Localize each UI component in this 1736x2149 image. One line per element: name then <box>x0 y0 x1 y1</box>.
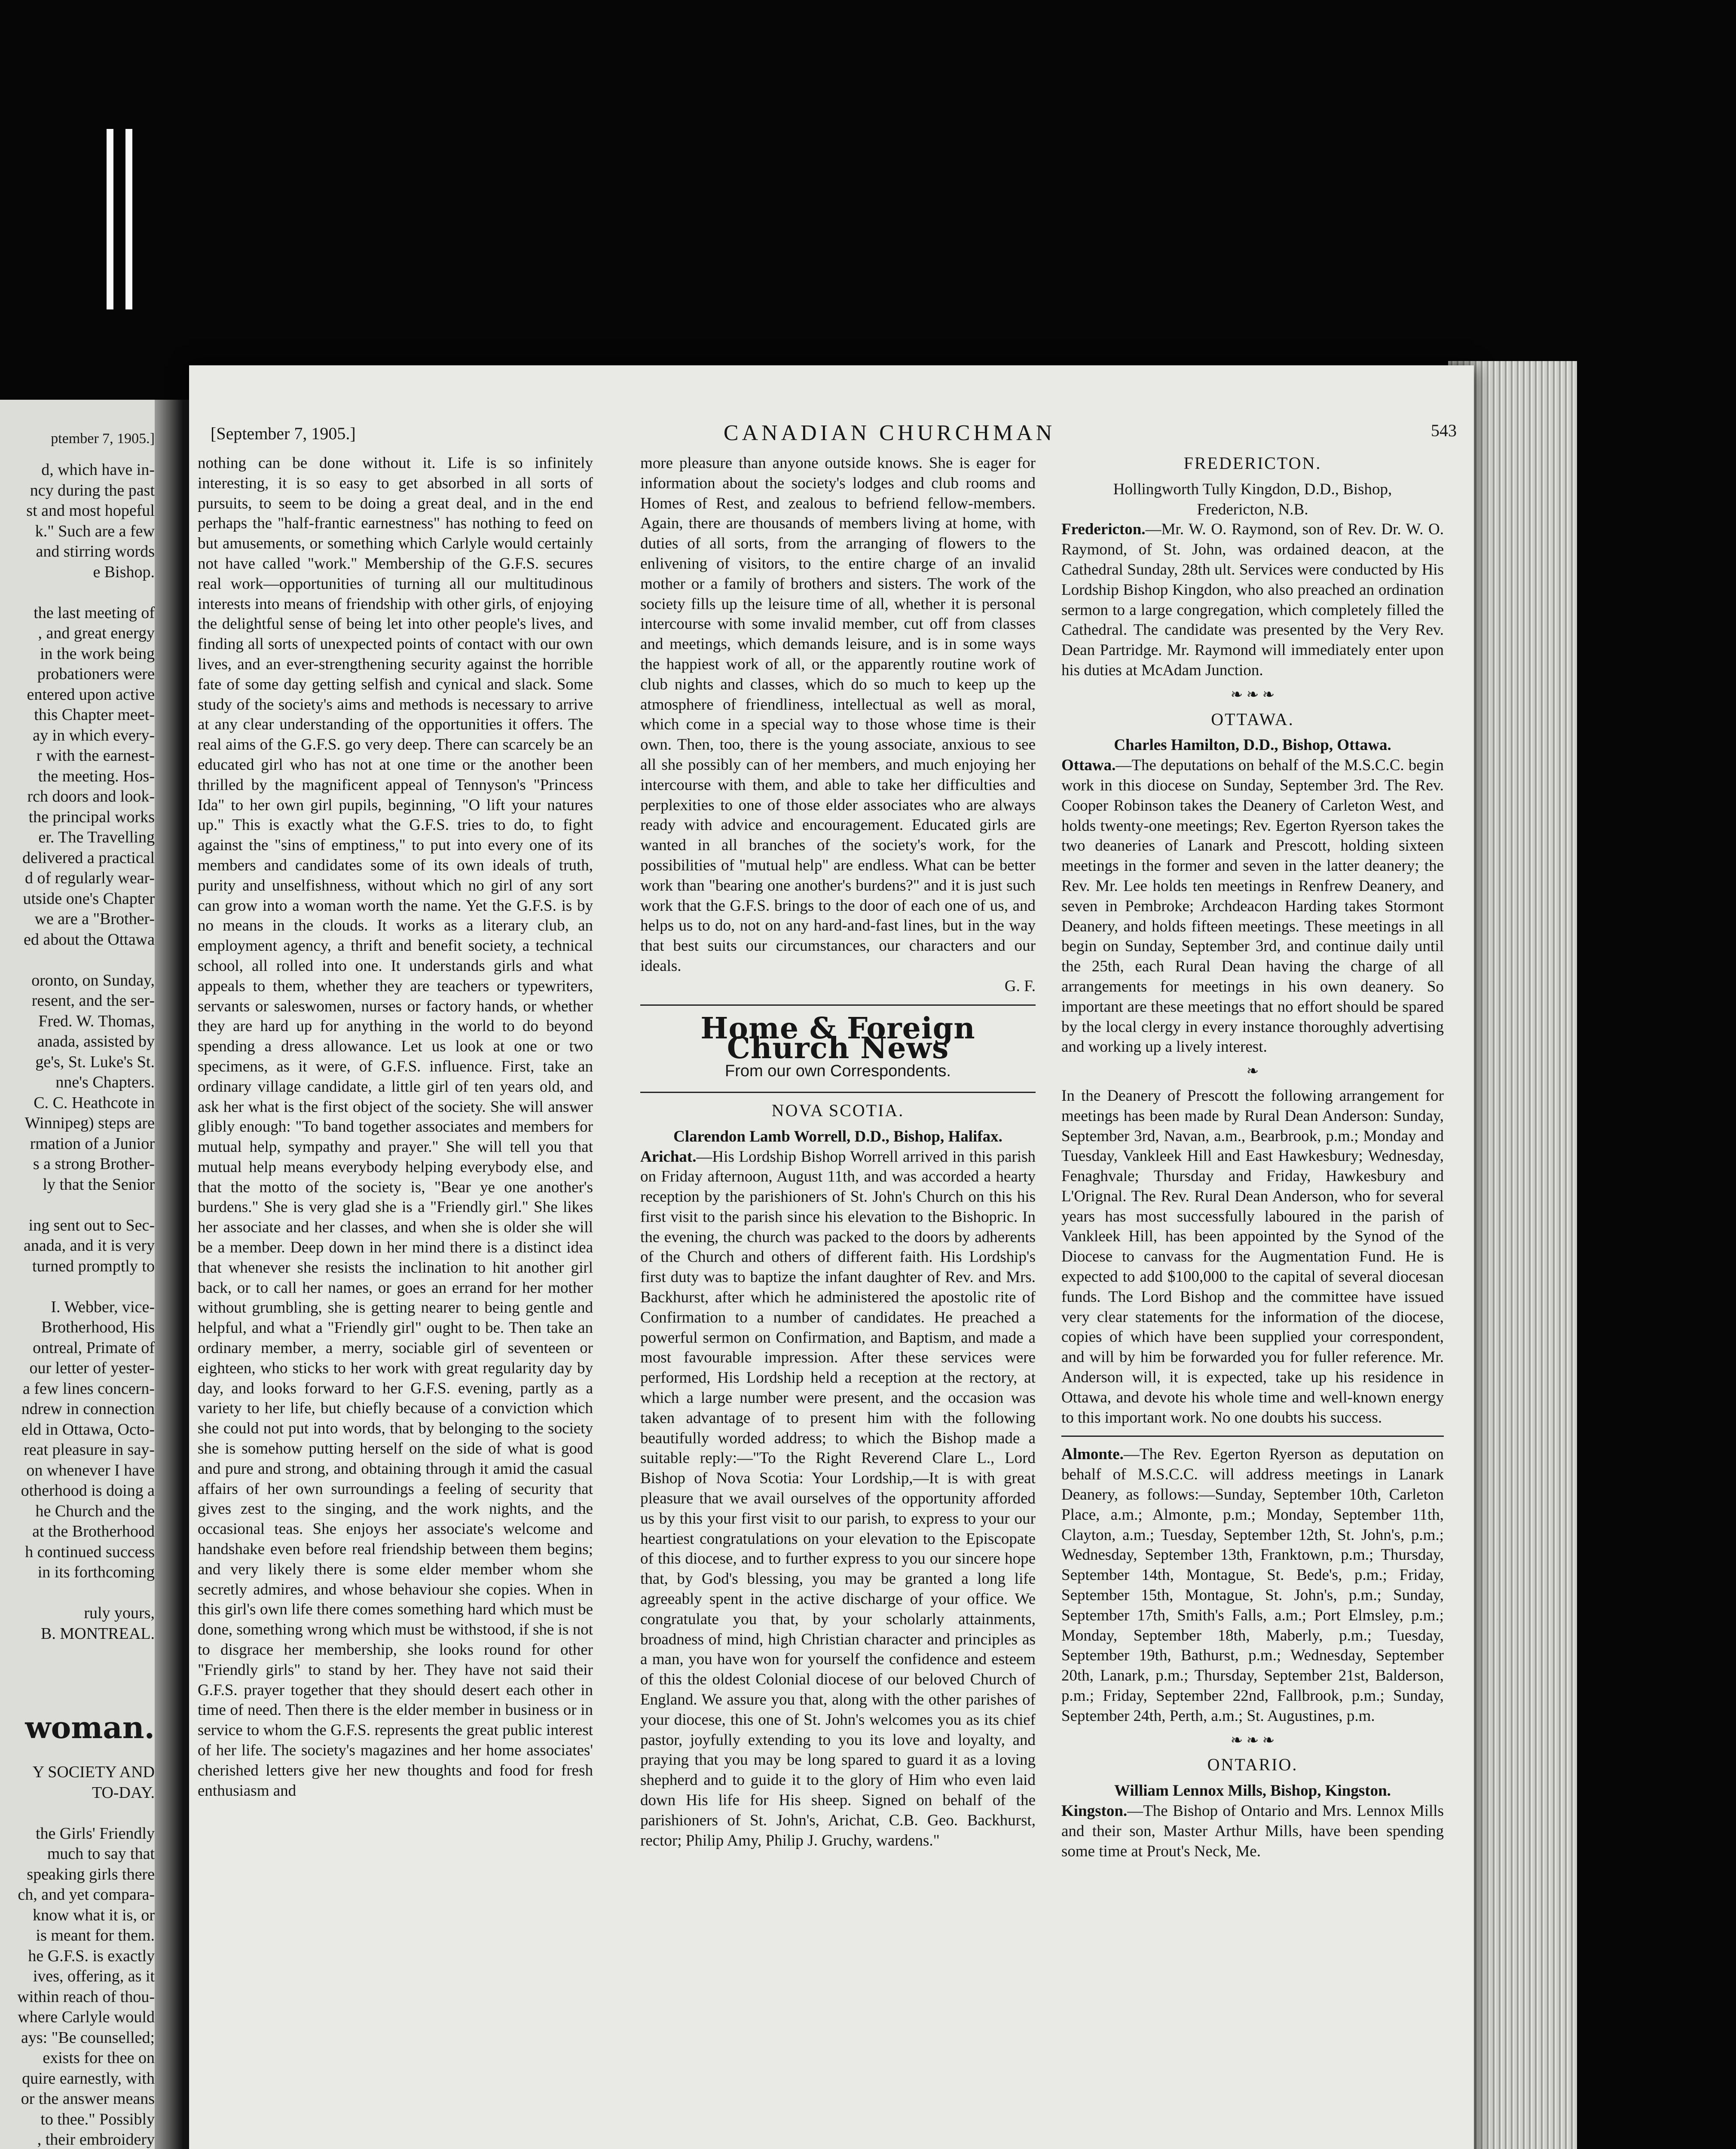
place-name: Ottawa. <box>1061 756 1116 774</box>
place-name: Kingston. <box>1061 1802 1128 1820</box>
gfs-article-ending: more pleasure than anyone outside knows. She is eager for information about the society's lodges and club rooms and Homes of Rest, and zealous to befriend fellow-members. Again, there are thousands of members living at home, with duties of all sorts, from the arranging of flowers to the enlivening of visitors, to the entire charge of an invalid mother or a family of brothers and sisters. The work of the society fills up the leisure time of all, whether it is personal intercourse with some invalid member, cut off from classes and meetings, which demands leisure, and is in some ways the happiest work of all, or the apparently routine work of club nights and classes, which do so much to keep up the atmosphere of friendliness, intellectual as well as moral, which come in a special way to those whose time is their own. Then, too, there is the young associate, anxious to see all she possibly can of her members, and much enjoying her intercourse with them, and able to take her difficulties and perplexities to one of those elder associates who are always ready with advice and encouragement. Educated girls are wanted in all branches of the society's work, for the possibilities of "mutual help" are endless. What can be better work than "bearing one another's burdens?" and it is just such work that the G.F.S. brings to the door of each one of us, and helps us to do, not on any hard-and-fast lines, but in the way that best suits our circumstances, our characters and our ideals. <box>640 454 1036 975</box>
page-masthead: CANADIAN CHURCHMAN <box>723 421 1056 445</box>
divider <box>640 1092 1036 1093</box>
section-subheading: From our own Correspondents. <box>725 1062 951 1081</box>
place-name: Arichat. <box>640 1148 697 1166</box>
bishop-line-fredericton-2: Fredericton, N.B. <box>1197 500 1308 518</box>
film-mark-top-1 <box>107 129 113 309</box>
diocese-heading-nova-scotia: NOVA SCOTIA. <box>771 1100 905 1120</box>
column-2 <box>640 453 1036 1851</box>
bishop-line-ontario: William Lennox Mills, Bishop, Kingston. <box>1114 1782 1391 1800</box>
diocese-heading-ottawa: OTTAWA. <box>1211 709 1294 729</box>
report-body: —The Bishop of Ontario and Mrs. Lennox Mills and their son, Master Arthur Mills, have been spending some time at Prout's Neck, Me. <box>1061 1802 1444 1860</box>
page-date: [September 7, 1905.] <box>211 424 356 443</box>
ornament: ❧ ❧ ❧ <box>1230 1732 1275 1748</box>
prescott-report: In the Deanery of Prescott the following arrangement for meetings has been made by Rural Dean Anderson: Sunday, September 3rd, Navan, a.m., Bearbrook, p.m.; Monday and Tuesday, Vankleek Hill and East Hawkesbury; Wednesday, Fenaghvale; Thursday and Friday, Hawkesbury and L'Orignal. The Rev. Rural Dean Anderson, who for several years has most successfully laboured in the parish of Vankleek Hill, has been appointed by the Synod of the Diocese to canvass for the Augmentation Fund. He is expected to add $100,000 to the capital of several diocesan funds. The Lord Bishop and the committee have issued very clear statements for the information of the diocese, copies of which have been supplied your correspondent, and will by him be forwarded you for fuller reference. Mr. Anderson will, it is expected, take up his residence in Ottawa, and devote his whole time and well-known energy to this important work. No one doubts his success. <box>1061 1087 1444 1427</box>
place-name: Fredericton. <box>1061 520 1146 539</box>
film-mark-top-2 <box>125 129 132 309</box>
previous-page-header: ptember 7, 1905.] <box>51 431 155 447</box>
arichat-report <box>640 1147 1036 1851</box>
bishop-line-fredericton-1: Hollingworth Tully Kingdon, D.D., Bishop, <box>1113 480 1392 498</box>
ornament: ❧ <box>1246 1063 1259 1080</box>
newspaper-page <box>189 365 1474 2149</box>
place-name: Almonte. <box>1061 1445 1124 1463</box>
bishop-line-ottawa: Charles Hamilton, D.D., Bishop, Ottawa. <box>1114 736 1391 754</box>
previous-page-text: d, which have in- ncy during the past st and most hopeful k." Such are a few and stirring words e Bishop. the last meeting of , and great energy in the work being probationers were entered upon active this Chapter meet- ay in which every- r with the earnest- the meeting. Hos- rch doors and look- the principal works er. The Travelling delivered a practical d of regularly wear- utside one's Chapter we are a "Brother- ed about the Ottawa oronto, on Sunday, resent, and the ser- Fred. W. Thomas, anada, assisted by ge's, St. Luke's St. nne's Chapters. C. C. Heathcote in Winnipeg) steps are rmation of a Junior s a strong Brother- ly that the Senior ing sent out to Sec- anada, and it is very turned promptly to I. Webber, vice- Brotherhood, His ontreal, Primate of our letter of yester- a few lines concern- ndrew in connection eld in Ottawa, Octo- reat pleasure in say- on whenever I have otherhood is doing a he Church and the at the Brotherhood h continued success in its forthcoming ruly yours, B. MONTREAL. <box>21 461 155 1643</box>
gfs-article-continued: nothing can be done without it. Life is so infinitely interesting, it is so easy to get absorbed in all sorts of pursuits, to seem to be doing a great deal, and in the end perhaps the "half-frantic earnestness" has nothing to feed on but amusements, or something which Carlyle would certainly not have called "work." Membership of the G.F.S. secures real work—opportunities of turning all our multitudinous interests into means of friendship with other girls, of enjoying the delightful sense of being let into other people's lives, and finding all sorts of unexpected points of contact with our own lives, and an ever-strengthening security against the horrible fate of some day getting selfish and cynical and slack. Some study of the society's aims and methods is necessary to arrive at any clear understanding of the opportunities it offers. The real aims of the G.F.S. go very deep. There can scarcely be an educated girl who has not at one time or the another been thrilled by the magnificent appeal of Tennyson's "Princess Ida" to her own girl pupils, beginning, "O lift your natures up." This is exactly what the G.F.S. tries to do, to fight against the "sins of emptiness," to put into every one of its members and candidates some of its own ideals of truth, purity and unselfishness, without which no girl of any sort can grow into a woman worth the name. Yet the G.F.S. is by no means in the clouds. It works as a literary club, an employment agency, a thrift and benefit society, a technical school, all rolled into one. It understands girls and what appeals to them, whether they are teachers or typewriters, servants or saleswomen, nurses or factory hands, or whether they are hard up for anything in the world to do beyond spending a dress allowance. Let us look at one or two specimens, as it were, of G.F.S. influence. First, take an ordinary village candidate, a little girl of ten years old, and ask her what is the first object of the society. She will answer glibly enough: "To band together associates and members for mutual help, sympathy and prayer." She will tell you that mutual help means everybody helping everybody else, and that the motto of the society is, "Bear ye one another's burdens." She is very glad she is a "Friendly girl." She likes her associate and her classes, and when she is older she will be a member. Deep down in her mind there is a distinct idea that whenever she resists the inclination to hit another girl back, or to call her names, or goes an errand for her mother without grumbling, she is getting nearer to being gentle and helpful, and what a "Friendly girl" ought to be. Then take an ordinary member, a merry, sociable girl of seventeen or eighteen, who sticks to her work with great regularity day by day, and looks forward to her G.F.S. evening, partly as a variety to her life, but chiefly because of a conviction which she could not put into words, that by belonging to the society she is somehow putting herself on the side of what is good and pure and strong, and obtaining through it amid the casual affairs of her own surroundings a feeling of security that gives zest to the singing, and the work nights, and the occasional teas. She enjoys her associate's welcome and handshake even before real friendship between them begins; and very likely there is some elder member whom she secretly admires, and whose behaviour she copies. When in this girl's own life there comes something hard which must be done, something wrong which must be withstood, if she is not to disgrace her membership, she looks round for other "Friendly girls" to stand by her. They have not said their G.F.S. prayer together that they should desert each other in time of need. Then there is the elder member in business or in service to whom the G.F.S. represents the great public interest of her life. The society's magazines and her home associates' cherished letters give her new thoughts and food for fresh enthusiasm and <box>198 454 593 1800</box>
ornament: ❧ ❧ ❧ <box>1230 686 1275 703</box>
column-3 <box>1061 453 1444 1861</box>
report-body: —His Lordship Bishop Worrell arrived in this parish on Friday afternoon, August 11th, and was accorded a hearty reception by the parishioners of St. John's Church on this his first visit to the parish since his elevation to the Bishopric. In the evening, the church was packed to the doors by adherents of the Church and others of different faith. His Lordship's first duty was to baptize the infant daughter of Rev. and Mrs. Backhurst, after which he administered the apostolic rite of Confirmation to a number of candidates. He preached a powerful sermon on Confirmation, and Baptism, and made a most favourable impression. After these services were performed, His Lordship held a reception at the rectory, at which a large number were present, and the occasion was taken advantage of to present him with the following beautifully worded address; to which the Bishop made a suitable reply:—"To the Right Reverend Clare L., Lord Bishop of Nova Scotia: Your Lordship,—It is with great pleasure that we avail ourselves of the opportunity afforded us by this your first visit to our parish, to express to your our heartiest congratulations on your elevation to the Episcopate of this diocese, and to further express to you our sincere hope that, by God's blessing, you may be granted a long life agreeably spent in the active discharge of your office. We congratulate you that, by your scholarly attainments, broadness of mind, high Christian character and principles as a man, you have won for yourself the confidence and esteem of this the oldest Colonial diocese of our beloved Church of England. We assure you that, along with the other parishes of your diocese, this one of St. John's welcomes you as its chief pastor, joyfully extending to you its love and loyalty, and praying that you may be long spared to guard it as a loving shepherd and to guide it to the glory of Him who even laid down His life for His sheep. Signed on behalf of the parishioners of St. John's, Arichat, C.B. Geo. Backhurst, rector; Philip Amy, Philip J. Gruchy, wardens." <box>640 1148 1036 1849</box>
kingston-report <box>1061 1801 1444 1861</box>
column-1 <box>198 453 593 1801</box>
report-body: —The Rev. Egerton Ryerson as deputation on behalf of M.S.C.C. will address meetings in Lanark Deanery, as follows:—Sunday, September 10th, Carleton Place, a.m.; Almonte, p.m.; Monday, September 11th, Clayton, a.m.; Tuesday, September 12th, St. John's, p.m.; Wednesday, September 13th, Franktown, p.m.; Thursday, September 14th, Montague, St. Bede's, p.m.; Friday, September 15th, Montague, St. John's, p.m.; Sunday, September 17th, Smith's Falls, a.m.; Port Elmsley, p.m.; Monday, September 18th, Maberly, p.m.; Tuesday, September 19th, Bathurst, p.m.; Wednesday, September 20th, Lanark, p.m.; Thursday, September 21st, Balderson, p.m.; Friday, September 22nd, Fallbrook, p.m.; Sunday, September 24th, Perth, a.m.; St. Augustines, p.m. <box>1061 1445 1444 1725</box>
previous-page-article: Y SOCIETY AND TO-DAY. the Girls' Friendly much to say that speaking girls there ch, and yet compara- know what it is, or is meant for them. he G.F.S. is exactly ives, offering, as it within reach of thou- where Carlyle would ays: "Be counselled; exists for thee on quire earnestly, with or the answer means to thee." Possibly , their embroidery <box>17 1763 155 2149</box>
ottawa-report <box>1061 756 1444 1057</box>
report-body: —The deputations on behalf of the M.S.C.C. begin work in this diocese on Sunday, September 3rd. The Rev. Cooper Robinson takes the Deanery of Carleton West, and holds twenty-one meetings; Rev. Egerton Ryerson takes the two deaneries of Lanark and Prescott, holding sixteen meetings in the former and seven in the latter deanery; the Rev. Mr. Lee holds ten meetings in Renfrew Deanery, and seven in Pembroke; Archdeacon Harding takes Stormont Deanery, and holds fifteen meetings. These meetings in all begin on Sunday, September 3rd, and continue daily until the 25th, each Rural Dean having the charge of all arrangements for meetings in his own deanery. So important are these meetings that no effort should be spared by the local clergy in every instance thoroughly advertising and working up a lively interest. <box>1061 756 1444 1056</box>
diocese-heading-ontario: ONTARIO. <box>1207 1755 1298 1775</box>
divider <box>1061 1436 1444 1437</box>
bishop-line-nova-scotia: Clarendon Lamb Worrell, D.D., Bishop, Halifax. <box>673 1127 1002 1145</box>
section-heading: Home & Foreign Church News <box>700 1011 975 1066</box>
article-signature: G. F. <box>1004 977 1036 995</box>
previous-page-masthead: woman. <box>25 1710 155 1745</box>
report-body: —Mr. W. O. Raymond, son of Rev. Dr. W. O. Raymond, of St. John, was ordained deacon, at the Cathedral Sunday, 28th ult. Services were conducted by His Lordship Bishop Kingdon, who also preached an ordination sermon to a large congregation, which completely filled the Cathedral. The candidate was presented by the Very Rev. Dean Partridge. Mr. Raymond will immediately enter upon his duties at McAdam Junction. <box>1061 520 1444 679</box>
almonte-report <box>1061 1445 1444 1726</box>
page-number: 543 <box>1431 421 1457 440</box>
fredericton-report <box>1061 520 1444 680</box>
diocese-heading-fredericton: FREDERICTON. <box>1183 453 1322 473</box>
divider <box>640 1004 1036 1006</box>
